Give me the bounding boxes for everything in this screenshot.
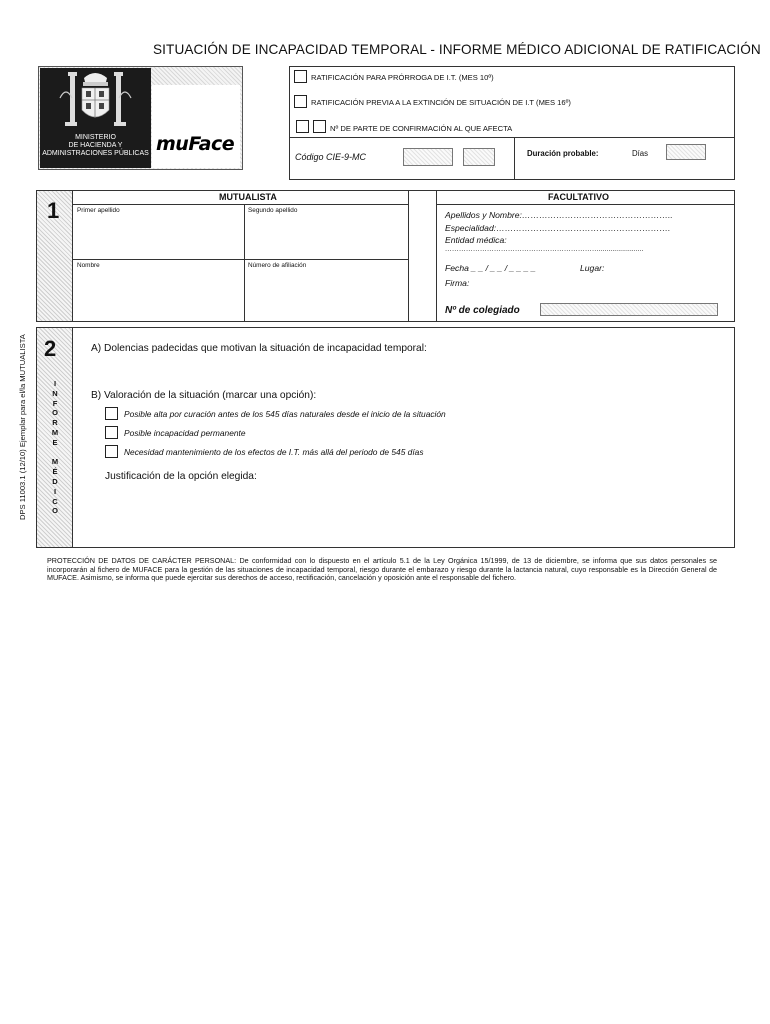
lugar-label: Lugar: bbox=[580, 263, 605, 273]
dias-label: Días bbox=[632, 149, 649, 158]
divider bbox=[408, 190, 409, 322]
cie-input-1[interactable] bbox=[403, 148, 453, 166]
divider bbox=[514, 137, 515, 180]
primer-apellido-field[interactable] bbox=[73, 214, 243, 258]
dias-input[interactable] bbox=[666, 144, 706, 160]
justificacion-label: Justificación de la opción elegida: bbox=[105, 471, 257, 482]
colegiado-label: Nº de colegiado bbox=[445, 305, 520, 316]
vertical-letter: D bbox=[52, 476, 58, 486]
vertical-letter: N bbox=[52, 388, 58, 398]
vertical-letter: O bbox=[52, 408, 58, 418]
segundo-apellido-field[interactable] bbox=[245, 214, 407, 258]
side-form-code: DPS 11003.1 (12/10) Ejemplar para el/la MUTUALISTA bbox=[18, 334, 27, 520]
vertical-letter: C bbox=[52, 496, 58, 506]
nombre-field[interactable] bbox=[73, 269, 243, 321]
mutualista-header: MUTUALISTA bbox=[219, 192, 277, 202]
firma-label: Firma: bbox=[445, 278, 470, 288]
informe-medico-vertical-label bbox=[50, 379, 60, 516]
vertical-letter: E bbox=[52, 437, 58, 447]
vertical-letter: O bbox=[52, 506, 58, 516]
entidad-medica-label: Entidad médica: bbox=[445, 235, 507, 245]
justificacion-field[interactable] bbox=[100, 485, 720, 543]
section-1-number: 1 bbox=[47, 198, 60, 223]
option-extincion-label: RATIFICACIÓN PREVIA A LA EXTINCIÓN DE SITUACIÓN DE I.T (MES 16º) bbox=[311, 98, 571, 107]
vertical-letter: R bbox=[52, 418, 58, 428]
option-parte-label: Nº DE PARTE DE CONFIRMACIÓN AL QUE AFECTA bbox=[330, 124, 513, 133]
data-protection-notice: PROTECCIÓN DE DATOS DE CARÁCTER PERSONAL: De conformidad con lo dispuesto en el artículo 5.1 de la Ley Orgánica 15/1999, de 13 de diciembre, se informa que sus datos personales se incorporarán al fichero de MUFACE para la gestión de las situaciones de incapacidad temporal, riesgo durante el embarazo y riesgo durante la lactancia natural, cuyo responsable es la Dirección General de MUFACE. Asimismo, se informa que puede ejercitar sus derechos de acceso, rectificación, cancelación y oposición ante el responsable del fichero. bbox=[47, 556, 717, 583]
vertical-letter: M bbox=[51, 427, 59, 437]
vertical-letter: F bbox=[52, 398, 58, 408]
muface-logo: muFace bbox=[156, 133, 235, 155]
option-mantenimiento-it-label: Necesidad mantenimiento de los efectos de I.T. más allá del periodo de 545 días bbox=[124, 447, 424, 457]
option-incapacidad-permanente-label: Posible incapacidad permanente bbox=[124, 428, 246, 438]
option-prorroga-label: RATIFICACIÓN PARA PRÓRROGA DE I.T. (MES 10º) bbox=[311, 73, 494, 82]
ministry-line-2: DE HACIENDA Y bbox=[68, 142, 123, 149]
checkbox-mantenimiento-it[interactable] bbox=[105, 445, 118, 458]
vertical-letter: I bbox=[53, 486, 57, 496]
nombre-label: Nombre bbox=[77, 262, 100, 269]
cie-input-2[interactable] bbox=[463, 148, 495, 166]
vertical-letter: M bbox=[51, 457, 59, 467]
checkbox-incapacidad-permanente[interactable] bbox=[105, 426, 118, 439]
checkbox-parte-2[interactable] bbox=[313, 120, 326, 133]
ministry-logo bbox=[40, 68, 151, 168]
question-b: B) Valoración de la situación (marcar una opción): bbox=[91, 390, 317, 401]
question-a: A) Dolencias padecidas que motivan la situación de incapacidad temporal: bbox=[91, 343, 427, 354]
segundo-apellido-label: Segundo apellido bbox=[248, 207, 298, 214]
divider bbox=[289, 137, 735, 138]
entidad-dotted-line: …………………………………………………………....................... bbox=[445, 246, 644, 253]
ministry-line-1: MINISTERIO bbox=[75, 134, 116, 141]
facultativo-header: FACULTATIVO bbox=[548, 192, 609, 202]
colegiado-input[interactable] bbox=[540, 303, 718, 316]
checkbox-extincion[interactable] bbox=[294, 95, 307, 108]
logo-white-area bbox=[152, 85, 240, 168]
form-title: SITUACIÓN DE INCAPACIDAD TEMPORAL - INFORME MÉDICO ADICIONAL DE RATIFICACIÓN bbox=[153, 42, 761, 57]
vertical-letter: É bbox=[52, 467, 58, 477]
checkbox-prorroga[interactable] bbox=[294, 70, 307, 83]
divider bbox=[72, 327, 73, 548]
section-2-number: 2 bbox=[44, 336, 57, 361]
numero-afiliacion-label: Número de afiliación bbox=[248, 262, 307, 269]
divider bbox=[436, 190, 437, 322]
checkbox-parte-1[interactable] bbox=[296, 120, 309, 133]
vertical-letter bbox=[50, 448, 60, 458]
duracion-label: Duración probable: bbox=[527, 149, 599, 158]
primer-apellido-label: Primer apellido bbox=[77, 207, 120, 214]
especialidad-label: Especialidad:……………………………………………………. bbox=[445, 223, 671, 233]
header-options-box bbox=[289, 66, 735, 180]
divider bbox=[72, 259, 408, 260]
ministry-line-3: ADMINISTRACIONES PÚBLICAS bbox=[42, 150, 149, 157]
divider bbox=[72, 204, 408, 205]
divider bbox=[436, 204, 735, 205]
option-alta-curacion-label: Posible alta por curación antes de los 545 días naturales desde el inicio de la situación bbox=[124, 409, 446, 419]
coat-of-arms-icon bbox=[40, 68, 151, 134]
checkbox-alta-curacion[interactable] bbox=[105, 407, 118, 420]
apellidos-nombre-label: Apellidos y Nombre:…………………………………………….. bbox=[445, 210, 673, 220]
cie-label: Código CIE-9-MC bbox=[295, 152, 367, 162]
fecha-label: Fecha _ _ / _ _ / _ _ _ _ bbox=[445, 263, 536, 273]
vertical-letter: I bbox=[53, 379, 57, 388]
numero-afiliacion-field[interactable] bbox=[245, 269, 407, 321]
